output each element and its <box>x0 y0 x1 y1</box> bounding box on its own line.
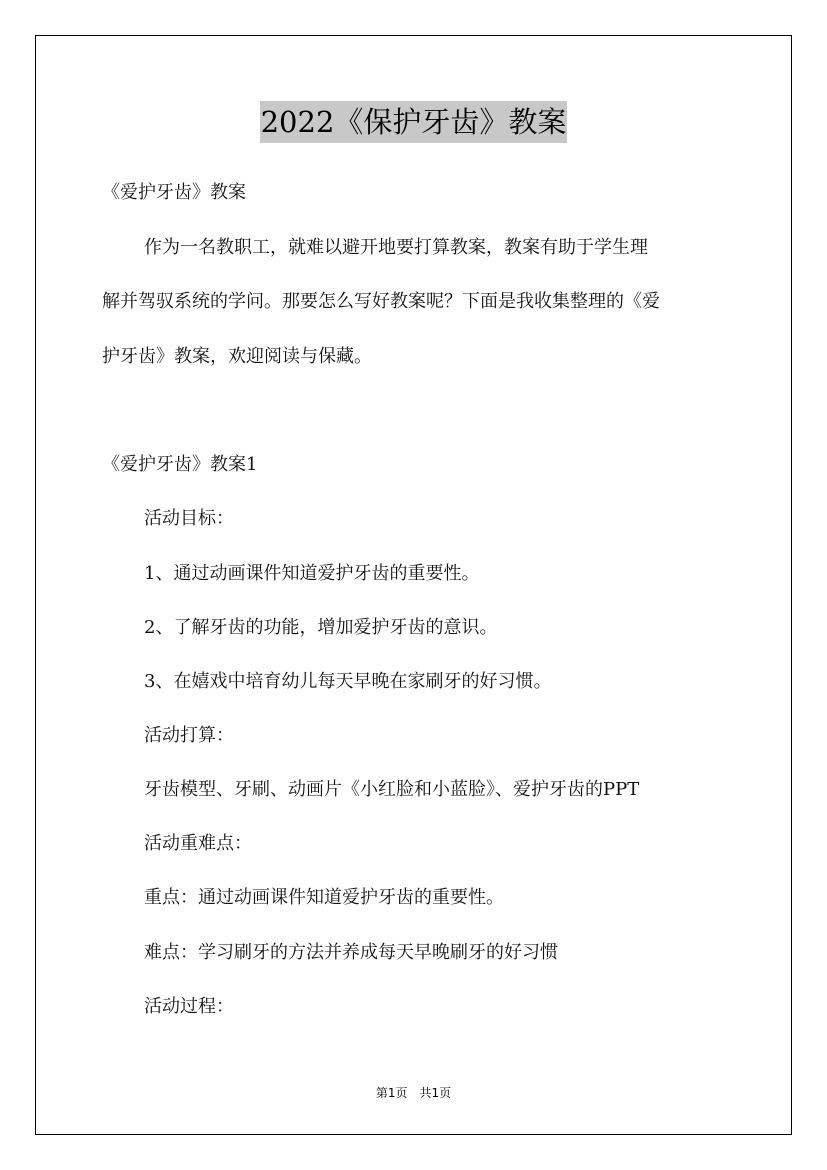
intro-line-3: 护牙齿》教案，欢迎阅读与保藏。 <box>102 346 372 367</box>
document-subtitle: 《爱护牙齿》教案 <box>102 182 246 203</box>
goal-item-2: 2、了解牙齿的功能，增加爱护牙齿的意识。 <box>144 617 498 638</box>
key-point: 重点：通过动画课件知道爱护牙齿的重要性。 <box>144 887 504 908</box>
difficult-point: 难点：学习刷牙的方法并养成每天早晚刷牙的好习惯 <box>144 942 558 963</box>
section-heading: 《爱护牙齿》教案1 <box>102 454 258 475</box>
document-title: 2022《保护牙齿》教案 <box>260 101 567 143</box>
activity-process-heading: 活动过程： <box>144 996 234 1017</box>
page-number: 第1页 共1页 <box>375 1086 452 1100</box>
intro-line-1: 作为一名教职工，就难以避开地要打算教案，教案有助于学生理 <box>144 237 648 258</box>
goal-item-3: 3、在嬉戏中培育幼儿每天早晚在家刷牙的好习惯。 <box>144 671 552 692</box>
key-points-heading: 活动重难点： <box>144 833 252 854</box>
intro-line-2: 解并驾驭系统的学问。那要怎么写好教案呢？下面是我收集整理的《爱 <box>102 291 660 312</box>
activity-prep-heading: 活动打算： <box>144 725 234 746</box>
activity-goals-heading: 活动目标： <box>144 508 234 529</box>
goal-item-1: 1、通过动画课件知道爱护牙齿的重要性。 <box>144 563 480 584</box>
activity-prep-materials: 牙齿模型、牙刷、动画片《小红脸和小蓝脸》、爱护牙齿的PPT <box>144 779 640 800</box>
